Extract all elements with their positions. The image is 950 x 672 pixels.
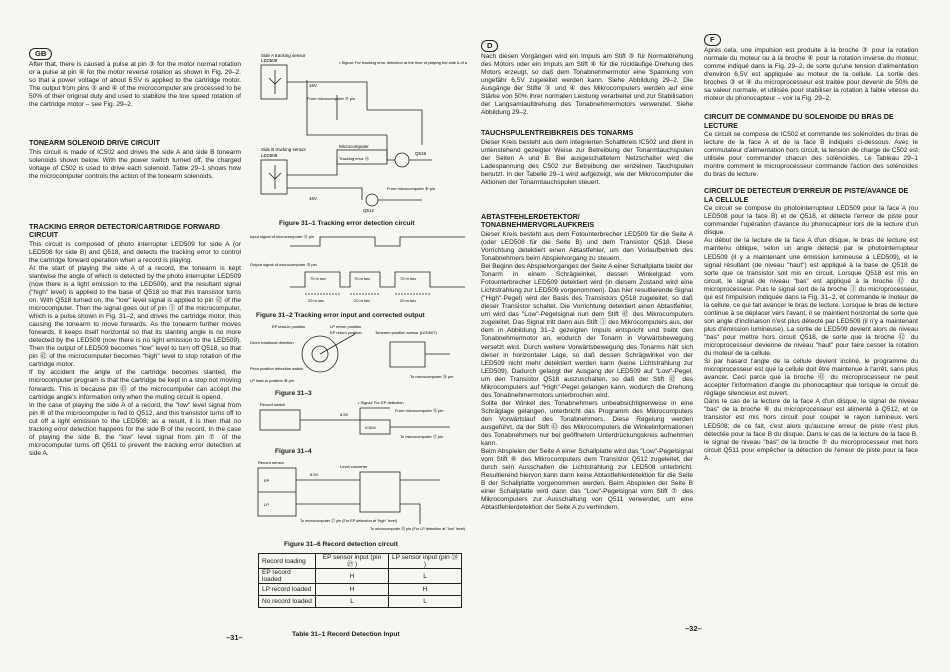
svg-text:70 m sec: 70 m sec	[400, 276, 417, 281]
table-cell: H	[316, 584, 389, 596]
heading-erreur-piste: CIRCUIT DE DETECTEUR D'ERREUR DE PISTE/AVANCE DE LA CELLULE	[704, 186, 909, 204]
english-tracking-p1: This circuit is composed of photo interrupter LED509 for side A (or LED508 for side B) and Q518, and detects the tracking error to control the cartridge forward operation when a record is playing.	[29, 240, 241, 264]
figure-31-4-diagram	[250, 398, 472, 448]
figure-31-2-caption: Figure 31–2 Tracking error input and corrected output	[256, 312, 425, 319]
svg-text:LED509: LED509	[261, 58, 278, 63]
table-cell: H	[389, 584, 462, 596]
svg-text:Record switch: Record switch	[260, 402, 286, 407]
english-tracking-p4: In the case of playing the side A of a record, the "low" level signal from pin ⑥ of the microcomputer is fed to Q512, and this transistor turns off to cut off a light emission to the LED508; as a result, it is then that no tracking error detection happens for the side B of the record. In the case of playing the side B, the "low" level signal from pin ⑦ of the microcomputer turns off Q511 to prevent the tracking error detection at side A.	[29, 401, 241, 457]
french-piste-p3: Si par hasard l'angle de la cellule devient incliné, le programme du microprocesseur est que la cellule doit être maintenue à l'arrêt, sans plus avancer. Ceci parce que la broche ㊸ du microprocesseur ne peut accepter l'information d'angle du phonocapteur que lorsque le circuit de réglage silencieux est ouvert.	[704, 358, 918, 398]
svg-text:Pivot position detection switc: Pivot position detection switch	[250, 366, 304, 371]
figure-31-3-diagram	[250, 322, 472, 388]
table-row	[259, 596, 462, 608]
table-cell: LP record loaded	[259, 584, 316, 596]
svg-text:8.5V: 8.5V	[340, 412, 349, 417]
svg-text:Output signal of microcomputer: Output signal of microcomputer ③ pin	[250, 262, 317, 267]
figure-31-2-diagram	[250, 232, 472, 310]
german-abtast-p2: Bei Beginn des Abspielvorganges der Seite A einer Schallplatte bleibt der Tonarm in einem Schrägwinkel, dessen Winkelgrad vom Fotounterbrecher LED509 detektiert wird (in diesem Zustand wird eine Lichtstrahlung zur LED509 vorgenommen). Das hier resultierende Signal ("High"-Pegel) wird der Basis des Transistors Q518 zugeleitet, so daß dieser Transistor schaltet. Die Vorrichtung detektiert einen Abtastfehler, um wird das "Low"-Pegelsignal nun dem Stift ㊷ des Mikrocomputers zugeleitet. Das Signal tritt dann aus Stift ③ des Mikrocomputers aus, der dem in Abbildung 31–2 gezeigten Impuls entspricht und treibt den Tonabnehmermotor an, wodurch der Tonarm in Vorwärtsbewegung versetzt wird. Durch weitere Vorwärtsbewegung des Tonarms hält sich dieser in horizontaler Lage, so daß dessen Schrägwinkel von der LED509 nicht mehr detektiert werden kann (keine Lichtstrahlung zur LED509). Dadurch gelangt der Ausgang der LED509 auf "Low"-Pegel, um den Transistor Q518 auszuschalten, so daß der Stift ㊷ des Mikrocomputers auf "High"-Pegel gelangen kann, wodurch die Drehung des Tonabnehmermotors unterbrochen wird.	[481, 263, 693, 399]
german-abtast-p1: Dieser Kreis besteht aus dem Fotounterbrecher LED509 für die Seite A (oder LED508 für die Seite B) und dem Transistor Q518. Diese Vorrichtung detektiert einen Abtastfehler, um den Vorlaufbetrieb des Tonabnehmers beim Abspielvorgang zu steuern.	[481, 230, 693, 263]
english-column	[29, 48, 241, 458]
table-cell: L	[389, 569, 462, 584]
record-detection-schematic	[250, 458, 472, 536]
svg-text:Side B tracking sensor: Side B tracking sensor	[261, 147, 307, 152]
table-row	[259, 584, 462, 596]
svg-text:LP return position: LP return position	[330, 324, 362, 329]
figure-31-6-diagram	[250, 458, 472, 536]
timing-waveform	[250, 232, 472, 310]
table-header-cell: Record loading	[259, 554, 316, 569]
heading-solenoide: CIRCUIT DE COMMANDE DU SOLENOIDE DU BRAS DE LECTURE	[704, 112, 894, 130]
svg-text:Tonearm position sensor (LED50: Tonearm position sensor (LED507)	[375, 330, 437, 335]
svg-text:Side A tracking sensor: Side A tracking sensor	[261, 53, 306, 58]
language-badge-gb: GB	[29, 48, 52, 60]
svg-text:20 m sec: 20 m sec	[354, 298, 371, 303]
svg-text:EP lead-in position: EP lead-in position	[272, 324, 306, 329]
svg-text:From microcomputer ㉘ pin: From microcomputer ㉘ pin	[395, 408, 444, 413]
svg-text:Record sensor: Record sensor	[258, 460, 285, 465]
english-intro: After that, there is caused a pulse at pin ③ for the motor normal rotation or a pulse at pin ④ for the motor reverse rotation as shown in Fig. 29–2. so that a power voltage of about 6.5V is applied to the cartridge motor. The output from pins ③ and ④ of the microcomputer are processed to be 50% of their original duty and used to stabilize the low speed rotation of the cartridge motor – see Fig. 29–2.	[29, 61, 241, 109]
page-number-right: –32–	[685, 624, 702, 633]
table-cell: No record loaded	[259, 596, 316, 608]
language-badge-f: F	[704, 34, 721, 46]
svg-text:• Signal: For EP detection: • Signal: For EP detection	[358, 400, 404, 405]
svg-text:Input signal of microcomputer: Input signal of microcomputer ㊷ pin	[250, 234, 315, 239]
svg-text:EP return position: EP return position	[330, 330, 362, 335]
svg-text:To microcomputer ㉗ pin (For EP: To microcomputer ㉗ pin (For EP detection at "high" level)	[300, 519, 397, 523]
french-piste-p1: Ce circuit se compose du photointerrupteur LED509 pour la face A (ou LED508 pour la face B) et de Q518, et détecte l'erreur de piste pour commander l'opération d'avance du phonocapteur lors de la lecture d'un disque.	[704, 205, 918, 237]
figure-31-3-caption: Figure 31–3	[275, 390, 312, 397]
figure-31-1-caption: Figure 31–1 Tracking error detection circuit	[279, 220, 415, 227]
svg-text:Level converter: Level converter	[340, 464, 368, 469]
record-detection-table	[258, 553, 462, 608]
english-tracking-p2: At the start of playing the side A of a record, the tonearm is kept slantwise the angle of which is detected by the photo interrupter LED509 (now there is a light emission to the LED509), and the resultant signal ("high" level) is applied to the base of Q518 so that this transistor turns on. With Q518 turned on, the "low" level signal is applied to pin ㊷ of the microcomputer. Then the signal goes out of pin ③ of the microcomputer, which is a pulse shown in Fig. 31–2, and drives the cartridge motor, thus causing the tonearm to move forwards. As the tonearm further moves forwards, it keeps itself horizontal so that its slanting angle is no more detected by the LED509 (now there is no light emission to the LED509). Then the output of LED509 becomes "low" level to turn off Q518, so that pin ㊷ of the microcomputer becomes "high" level to stop rotation of the cartridge motor.	[29, 264, 241, 369]
table-cell: H	[316, 569, 389, 584]
svg-text:Microcomputer: Microcomputer	[339, 144, 369, 149]
french-piste-p4: Dans le cas de la lecture de la face A d'un disque, le signal de niveau "bas" de la broche ⑥ du microprocesseur est alimenté à Q512, et ce transistor est mis hors circuit pour couper le rayon lumineux vers LED508; de ce fait, c'est alors qu'aucune erreur de piste n'est plus détectée pour la face B du disque. Dans le cas de la lecture de la face B, le signal de niveau "bas" de la broche ⑦ du microprocesseur met hors circuit Q511 pour empêcher la détection de l'erreur de piste pour la face A.	[704, 398, 918, 462]
tonearm-position-drawing	[250, 322, 472, 388]
german-intro: Nach diesen Vorgängen wird ein Impuls am Stift ③ für Normaldrehung des Motors oder ein Impuls am Stift ④ für die rückläufige Drehung des Motors erzeugt, so daß dem Tonabnehmermotor eine Spannung von ungefähr 6,5V zugeleitet werden kann. Siehe Abbildung 29–2. Die Ausgänge der Stifte ③ und ④ des Mikrocomputers werden auf eine Stärke von 50% ihrer normalen Leistung verarbeitet und zur Stabilisation der Langsamlaufdrehung des Tonabnehmermotors verwendet. Siehe Abbildung 29–2.	[481, 53, 693, 117]
french-piste-p2: Au début de la lecture de la face A d'un disque, le bras de lecture est maintenu oblique, selon un angle détecté par le photointerrupteur LED509 (il y a maintenant une émission lumineuse à LED509), et le signal résultant (de niveau "haut") est appliqué à la base de Q518 de sorte que ce transistor soit mis en circuit. Lorsque Q518 est mis en circuit, le signal de niveau "bas" est appliqué à la broche ㊷ du microprocesseur. Puis le signal sort de la broche ③ du microprocesseur, qui est l'impulsion indiquée dans la Fig. 31–2, et commande le moteur de la cellule, ce qui fait avancer le bras de lecture. Lorsque le bras de lecture continue à se déplacer vers l'avant, il se maintient horizontal de sorte que son angle d'inclinaison n'est plus détecté par LED509 (il n'y a maintenant plus d'émission lumineuse). La sortie de LED509 devient alors de niveau "bas" pour mettre hors circuit Q518, de sorte que la broche ㊷ du microprocesseur devienne de niveau "haut" pour faire cesser la rotation du moteur de la cellule.	[704, 237, 918, 358]
svg-text:Drum rotational direction: Drum rotational direction	[250, 340, 294, 345]
figure-31-4-caption: Figure 31–4	[275, 448, 312, 455]
svg-text:8.5V: 8.5V	[310, 472, 319, 477]
svg-text:Q512: Q512	[363, 208, 375, 213]
table-cell: L	[389, 596, 462, 608]
record-switch-schematic	[250, 398, 472, 448]
svg-text:EP: EP	[264, 478, 270, 483]
heading-tauchspulen: TAUCHSPULENTREIBKREIS DES TONARMS	[481, 128, 634, 138]
svg-text:To microcomputer ㉖ pin: To microcomputer ㉖ pin	[410, 374, 454, 379]
french-column	[704, 34, 918, 463]
table-31-1-caption: Table 31–1 Record Detection Input	[292, 631, 400, 638]
heading-abtastfehler: ABTASTFEHLERDETEKTOR/ TONABNEHMERVORLAUFKREIS	[481, 212, 595, 230]
german-abtast-p3: Sollte der Winkel des Tonabnehmers unbeabsichtigterweise in eine Schräglage gelangen, unterbricht das Programm des Mikrocomputers den Vorwärtslauf des Tonabnehmers. Diese Regelung werden ausgeführt, da der Stift ㊸ des Mikrocomputers die Winkelinformationen des Tonabnehmers nur bei geöffnetem Unterdrückungskreis aufnehmen kann.	[481, 399, 693, 448]
svg-text:From microcomputer ⑥ pin: From microcomputer ⑥ pin	[387, 186, 436, 191]
svg-text:To microcomputer ㉘ pin (For LP: To microcomputer ㉘ pin (For LP detection at "low" level)	[370, 527, 466, 531]
svg-text:LED508: LED508	[261, 153, 278, 158]
figure-31-1-diagram	[247, 50, 467, 216]
svg-text:20 m sec: 20 m sec	[400, 298, 417, 303]
svg-text:70 m sec: 70 m sec	[310, 276, 327, 281]
table-cell: EP record loaded	[259, 569, 316, 584]
figure-31-6-caption: Figure 31–6 Record detection circuit	[284, 541, 398, 548]
svg-text:• Signal: For tracking error d: • Signal: For tracking error detection at the time of playing the side A of a record	[339, 60, 467, 65]
svg-text:16V: 16V	[309, 83, 318, 88]
svg-text:LP lead-in position ⑧ pin: LP lead-in position ⑧ pin	[250, 378, 294, 383]
table-header-cell: LP sensor input (pin ㉘ )	[389, 554, 462, 569]
table-header-cell: EP sensor input (pin ㉗ )	[316, 554, 389, 569]
table-header-row	[259, 554, 462, 569]
heading-tonearm-solenoid: TONEARM SOLENOID DRIVE CIRCUIT	[29, 138, 160, 148]
table-cell: L	[316, 596, 389, 608]
english-solenoid-text: This circuit is made of IC502 and drives the side A and side B tonearm solenoids shown below. With the power switch turned off, the charged voltage of C502 is used to drive each solenoid. Table 29–1 shows how the microcomputer controls the action of the tonearm solenoids.	[29, 148, 241, 180]
german-tauchspulen-text: Dieser Kreis besteht aus dem integrierten Schaltkreis IC502 und dient in untenstehend gezeigter Weise zur Betreibung der Tonarmtauchspulen der Seiten A und B. Bei ausgeschaltetem Netzschalter wird die Ladespannung des C502 zur Betreibung der einzelnen Tauchspulen benutzt. In der Tabelle 29–1 wird aufgezeigt, wie der Mikrocomputer die Aktionen der Tonarmtauchspulen steuert.	[481, 138, 693, 187]
german-abtast-p4: Beim Abspielen der Seite A einer Schallplatte wird das "Low"-Pegelsignal vom Stift ⑥ des Mikrocomputers dem Transistor Q512 zugeleitet, der durch sein Ausschalten die Lichtstrahlung zur LED508 unterbricht. Resultierend hiervon kann dann keine Abtastfehlerdetektion für die Seite B der Schallplatte vorgenommen werden. Beim Abspielen der Seite B einer Schallplatte wird dann das "Low"-Pegelsignal vom Stift ⑦ des Mikrocomputers zur Ausschaltung von Q511 verwendet, um eine Abtastfehlerdetektion der Seite A zu verhindern.	[481, 448, 693, 512]
table-row	[259, 569, 462, 584]
svg-text:From microcomputer ⑦ pin: From microcomputer ⑦ pin	[307, 96, 356, 101]
tracking-error-schematic	[247, 50, 467, 216]
svg-text:70 m sec: 70 m sec	[354, 276, 371, 281]
svg-text:LP: LP	[264, 502, 269, 507]
english-tracking-p3: If by accident the angle of the cartridge becomes slanted, the microcomputer program is that the cartridge be kept in a stop not moving forwards. This is because pin ㊸ of the microcomputer can accept the cartridge angle's information only when the muting circuit is opend.	[29, 369, 241, 401]
svg-text:To microcomputer ㉗ pin: To microcomputer ㉗ pin	[400, 434, 444, 439]
german-column	[481, 40, 693, 513]
heading-tracking-error: TRACKING ERROR DETECTOR/CARTRIDGE FORWARD CIRCUIT	[29, 221, 221, 240]
language-badge-d: D	[481, 40, 498, 52]
svg-text:Q518: Q518	[415, 151, 427, 156]
svg-text:20 m sec: 20 m sec	[308, 298, 325, 303]
svg-text:IC504: IC504	[365, 425, 376, 430]
svg-text:16V: 16V	[309, 196, 318, 201]
page-number-left: –31–	[226, 633, 243, 642]
svg-text:Tracking error ㊷: Tracking error ㊷	[339, 156, 369, 161]
french-intro: Après cela, une impulsion est produite à la broche ③ pour la rotation normale du moteur ou à la broche ④ pour la rotation inverse du moteur, comme indiqué dans la Fig. 29–2, de sorte qu'une tension d'alimentation d'environ 6,5V est appliquée au moteur de la cellule. La sortie des broches ③ et ④ du microprocesseur est traitée pour devenir de 50% de sa valeur normale, et utilisée pour stabiliser la rotation à faible vitesse du moteur du phonocapteur – voir la Fig. 29–2.	[704, 47, 918, 103]
french-solenoide-text: Ce circuit se compose de IC502 et commande les solénoïdes du bras de lecture de la face A et de la face B indiqués ci-dessous. Avec le commutateur d'alimentation hors circuit, la tension de charge de C502 est utilisée pour commander chacun des solénoïdes. Le Tableau 29–1 montre comment le microprocesseur commande l'action des solénoïdes du bras de lecture.	[704, 131, 918, 179]
